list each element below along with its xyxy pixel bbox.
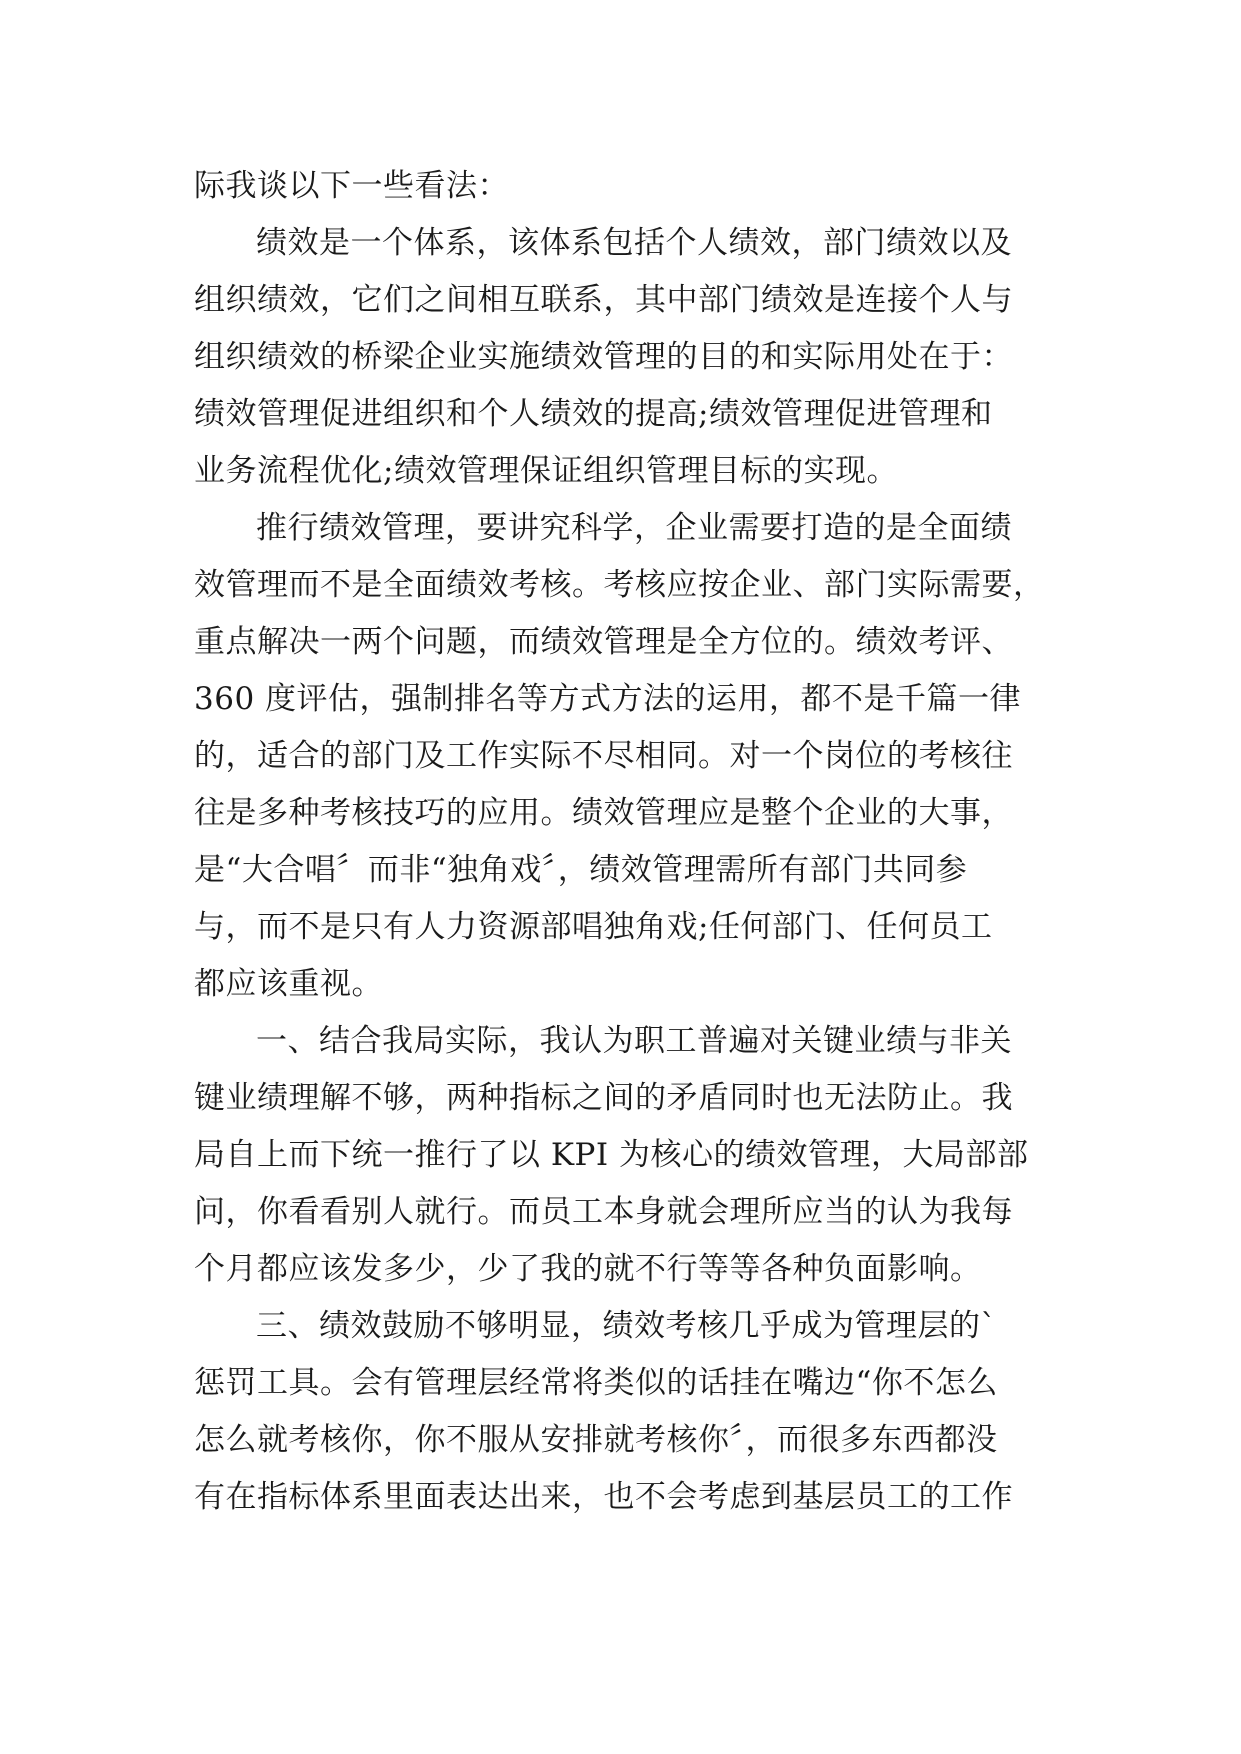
text-line: 个月都应该发多少，少了我的就不行等等各种负面影响。 [194, 1251, 982, 1287]
text-line: 惩罚工具。会有管理层经常将类似的话挂在嘴边“你不怎么 [194, 1365, 998, 1401]
text-line: 重点解决一两个问题，而绩效管理是全方位的。绩效考评、 [194, 624, 1013, 660]
paragraph-first-line: 推行绩效管理，要讲究科学，企业需要打造的是全面绩 [256, 510, 1012, 546]
paragraph-first-line: 一、结合我局实际，我认为职工普遍对关键业绩与非关 [256, 1023, 1012, 1059]
text-line: 360 度评估，强制排名等方式方法的运用，都不是千篇一律 [194, 681, 1022, 717]
text-line: 键业绩理解不够，两种指标之间的矛盾同时也无法防止。我 [194, 1080, 1013, 1116]
text-line: 是“大合唱〞而非“独角戏〞，绩效管理需所有部门共同参 [194, 852, 968, 888]
document-body [194, 158, 1059, 1526]
text-line: 怎么就考核你，你不服从安排就考核你〞，而很多东西都没 [194, 1422, 998, 1458]
paragraph-first-line: 三、绩效鼓励不够明显，绩效考核几乎成为管理层的` [256, 1308, 997, 1344]
text-line: 组织绩效的桥梁企业实施绩效管理的目的和实际用处在于： [194, 339, 1013, 375]
text-line: 绩效管理促进组织和个人绩效的提高;绩效管理促进管理和 [194, 396, 993, 432]
text-line: 问，你看看别人就行。而员工本身就会理所应当的认为我每 [194, 1194, 1013, 1230]
paragraph-first-line: 绩效是一个体系，该体系包括个人绩效，部门绩效以及 [256, 225, 1012, 261]
text-line: 的，适合的部门及工作实际不尽相同。对一个岗位的考核往 [194, 738, 1013, 774]
text-line: 效管理而不是全面绩效考核。考核应按企业、部门实际需要， [194, 567, 1045, 603]
text-line: 局自上而下统一推行了以 KPI 为核心的绩效管理，大局部部 [194, 1137, 1029, 1173]
text-line: 际我谈以下一些看法： [194, 168, 509, 204]
text-line: 往是多种考核技巧的应用。绩效管理应是整个企业的大事， [194, 795, 1013, 831]
text-line: 业务流程优化;绩效管理保证组织管理目标的实现。 [194, 453, 898, 489]
text-line: 与，而不是只有人力资源部唱独角戏;任何部门、任何员工 [194, 909, 993, 945]
text-line: 组织绩效，它们之间相互联系，其中部门绩效是连接个人与 [194, 282, 1013, 318]
text-line: 有在指标体系里面表达出来，也不会考虑到基层员工的工作 [194, 1479, 1013, 1515]
text-line: 都应该重视。 [194, 966, 383, 1002]
